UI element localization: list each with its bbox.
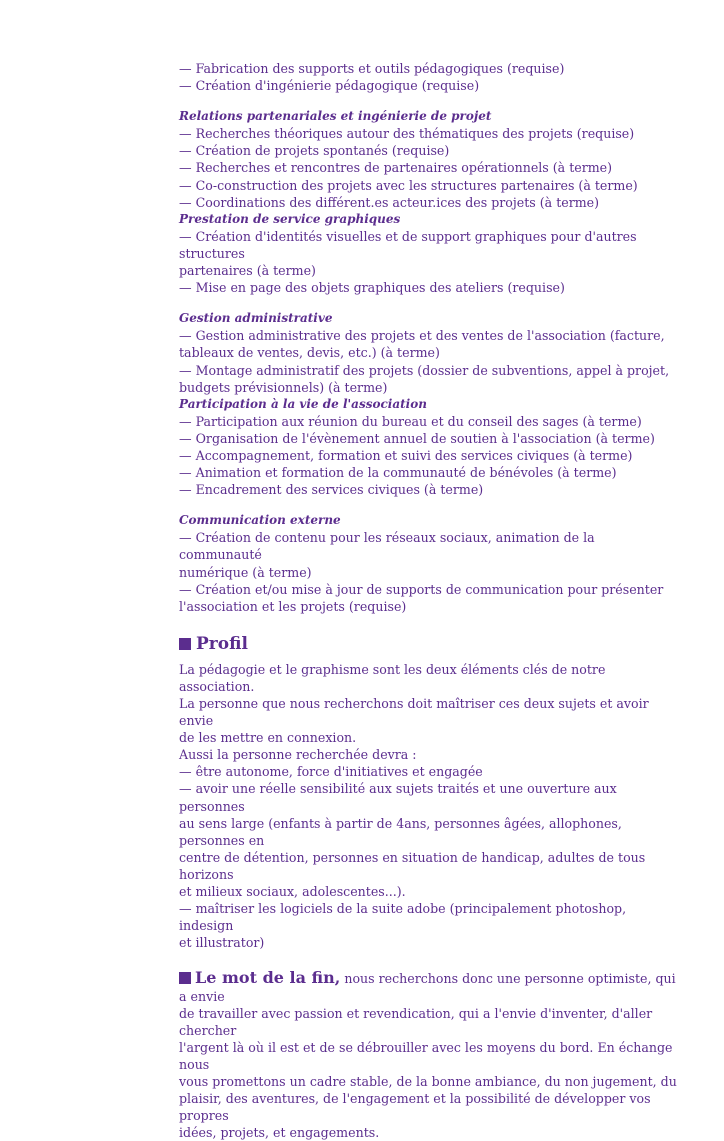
- document-page: [179, 60, 679, 1141]
- list-item: — Co-construction des projets avec les structures partenaires (à terme): [179, 177, 638, 193]
- list-item: — Encadrement des services civiques (à terme): [179, 482, 484, 498]
- paragraph-line: l'argent là où il est et de se débrouiller avec les moyens du bord. En échange nous: [179, 1039, 673, 1072]
- square-bullet-icon: [179, 972, 191, 984]
- list-item: — Animation et formation de la communauté de bénévoles (à terme): [179, 465, 617, 481]
- paragraph-line: Aussi la personne recherchée devra :: [179, 747, 417, 763]
- list-item: — Participation aux réunion du bureau et du conseil des sages (à terme): [179, 413, 642, 429]
- fin-first-line: [179, 969, 679, 1004]
- paragraph-line: de les mettre en connexion.: [179, 730, 357, 746]
- paragraph-line: La pédagogie et le graphisme sont les deux éléments clés de notre association.: [179, 661, 606, 694]
- list-item: — Gestion administrative des projets et des ventes de l'association (facture,: [179, 328, 665, 344]
- list-item: — Coordinations des différent.es acteur.ices des projets (à terme): [179, 194, 600, 210]
- list-item: — Accompagnement, formation et suivi des services civiques (à terme): [179, 447, 633, 463]
- list-item: — Montage administratif des projets (dossier de subventions, appel à projet,: [179, 362, 670, 378]
- list-item: — Création de contenu pour les réseaux sociaux, animation de la communauté: [179, 530, 595, 563]
- section-heading-communication: Communication externe: [179, 513, 341, 528]
- paragraph-line: de travailler avec passion et revendication, qui a l'envie d'inventer, d'aller chercher: [179, 1005, 653, 1038]
- paragraph-line: plaisir, des aventures, de l'engagement et la possibilité de développer vos propres: [179, 1091, 651, 1124]
- list-item: l'association et les projets (requise): [179, 598, 407, 614]
- list-item: budgets prévisionnels) (à terme): [179, 379, 388, 395]
- list-item: — Création d'ingénierie pédagogique (requise): [179, 78, 480, 94]
- paragraph-line: — être autonome, force d'initiatives et engagée: [179, 764, 483, 780]
- paragraph-line: centre de détention, personnes en situation de handicap, adultes de tous horizons: [179, 849, 646, 882]
- section-heading-prestation: Prestation de service graphiques: [179, 211, 401, 226]
- paragraph-line: vous promettons un cadre stable, de la bonne ambiance, du non jugement, du: [179, 1073, 677, 1089]
- paragraph-line: au sens large (enfants à partir de 4ans, personnes âgées, allophones, personnes en: [179, 815, 622, 848]
- paragraph-line: — maîtriser les logiciels de la suite adobe (principalement photoshop, indesign: [179, 901, 627, 934]
- list-item: numérique (à terme): [179, 564, 312, 580]
- list-item: — Organisation de l'évènement annuel de soutien à l'association (à terme): [179, 430, 655, 446]
- list-item: — Recherches et rencontres de partenaires opérationnels (à terme): [179, 160, 613, 176]
- paragraph-line: et milieux sociaux, adolescentes...).: [179, 884, 406, 900]
- section-heading-gestion: Gestion administrative: [179, 311, 333, 326]
- profil-heading: [179, 633, 679, 655]
- list-item: — Mise en page des objets graphiques des ateliers (requise): [179, 280, 565, 296]
- list-item: — Recherches théoriques autour des thématiques des projets (requise): [179, 126, 635, 142]
- list-item: partenaires (à terme): [179, 263, 316, 279]
- square-bullet-icon: [179, 638, 191, 650]
- paragraph-line: La personne que nous recherchons doit maîtriser ces deux sujets et avoir envie: [179, 696, 649, 729]
- paragraph-line: — avoir une réelle sensibilité aux sujets traités et une ouverture aux personnes: [179, 781, 617, 814]
- list-item: — Création de projets spontanés (requise): [179, 143, 450, 159]
- list-item: — Création et/ou mise à jour de supports de communication pour présenter: [179, 581, 664, 597]
- paragraph-line: idées, projets, et engagements.: [179, 1125, 380, 1141]
- fin-first-line-rest: nous recherchons donc une personne optimiste, qui a envie: [179, 971, 676, 1004]
- section-heading-participation: Participation à la vie de l'association: [179, 396, 427, 411]
- section-heading-relations: Relations partenariales et ingénierie de projet: [179, 109, 492, 124]
- paragraph-line: et illustrator): [179, 935, 265, 951]
- list-item: — Fabrication des supports et outils pédagogiques (requise): [179, 61, 565, 76]
- list-item: tableaux de ventes, devis, etc.) (à terme): [179, 345, 440, 361]
- fin-title: Le mot de la fin,: [195, 968, 341, 988]
- list-item: — Création d'identités visuelles et de support graphiques pour d'autres structures: [179, 228, 637, 261]
- profil-title: Profil: [196, 633, 248, 654]
